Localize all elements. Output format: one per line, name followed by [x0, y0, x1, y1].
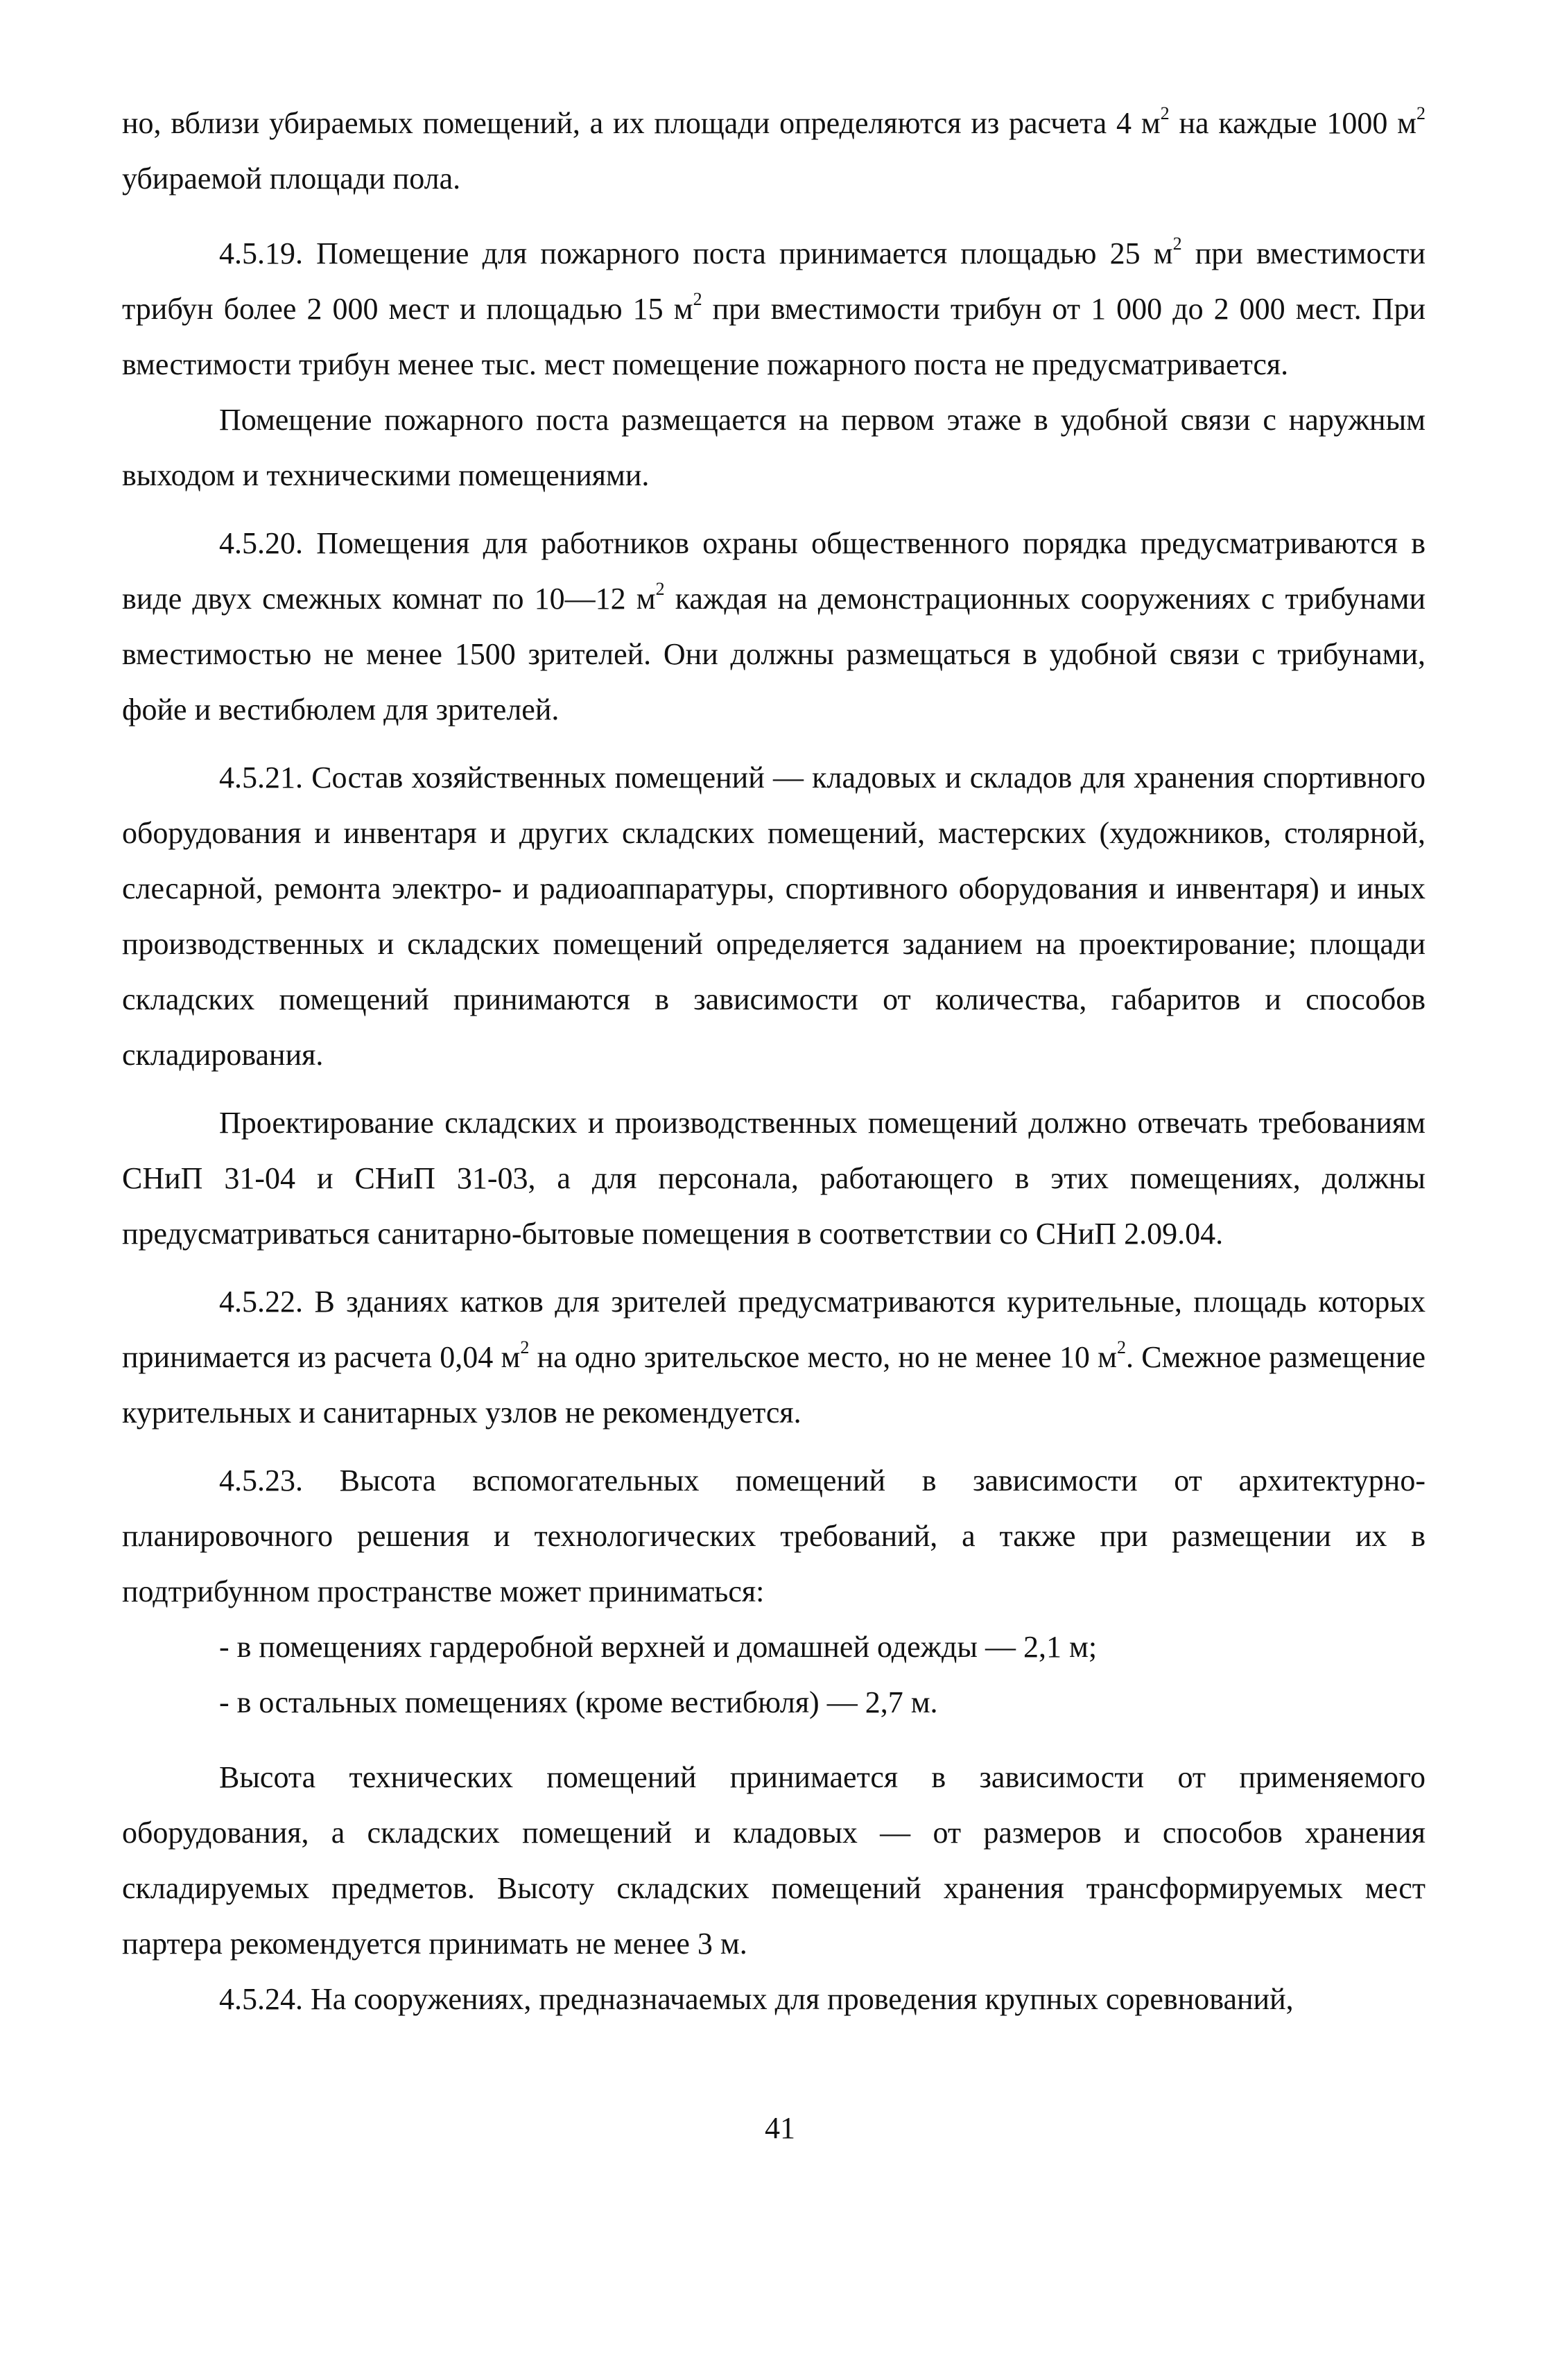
paragraph-4-5-20: [122, 516, 1425, 738]
list-item: - в остальных помещениях (кроме вестибюля) — 2,7 м.: [219, 1685, 938, 1719]
superscript: 2: [655, 579, 665, 599]
paragraph-4-5-23: 4.5.23. Высота вспомогательных помещений в зависимости от архитектурно-планировочного решения и технологических требований, а также при размещении их в подтрибунном пространстве может приниматься:: [122, 1463, 1425, 1608]
text-run: 4.5.22. В зданиях катков для зрителей предусматриваются курительные, площадь которых принимается из расчета 0,04 м: [122, 1285, 1425, 1374]
paragraph-continuation: [122, 96, 1425, 207]
text-run: 4.5.19. Помещение для пожарного поста принимается площадью 25 м: [219, 236, 1173, 270]
text-run: на каждые 1000 м: [1169, 106, 1416, 140]
text-run: на одно зрительское место, но не менее 10 м: [529, 1340, 1118, 1374]
superscript: 2: [693, 289, 702, 309]
superscript: 2: [1172, 234, 1182, 254]
paragraph-4-5-24: 4.5.24. На сооружениях, предназначаемых для проведения крупных соревнований,: [219, 1982, 1294, 2016]
page-number: 41: [765, 2111, 795, 2145]
text-run: при вместимости трибун от 1 000 до 2 000 мест. При вместимости трибун менее тыс. мест помещение пожарного поста не предусматривается.: [122, 292, 1426, 381]
text-run: при вместимости трибун более 2 000 мест и площадью 15 м: [122, 236, 1425, 326]
superscript: 2: [1160, 103, 1170, 123]
paragraph-technical-rooms-height: Высота технических помещений принимается в зависимости от применяемого оборудования, а складских помещений и кладовых — от размеров и способов хранения складируемых предметов. Высоту складских помещений хранения трансформируемых мест партера рекомендуется принимать не менее 3 м.: [122, 1760, 1425, 1961]
text-run: но, вблизи убираемых помещений, а их площади определяются из расчета 4 м: [122, 106, 1161, 140]
paragraph-4-5-22: [122, 1274, 1425, 1441]
text-run: 4.5.20. Помещения для работников охраны общественного порядка предусматриваются в виде двух смежных комнат по 10—12 м: [122, 526, 1425, 616]
text-run: убираемой площади пола.: [122, 162, 461, 196]
paragraph-fire-post-location: Помещение пожарного поста размещается на первом этаже в удобной связи с наружным выходом и техническими помещениями.: [122, 403, 1425, 492]
superscript: 2: [1416, 103, 1425, 123]
text-run: . Смежное размещение курительных и санитарных узлов не рекомендуется.: [122, 1340, 1425, 1430]
list-item: - в помещениях гардеробной верхней и домашней одежды — 2,1 м;: [219, 1630, 1098, 1664]
superscript: 2: [1117, 1337, 1127, 1357]
document-page: [122, 96, 1425, 2027]
paragraph-4-5-19: [122, 226, 1425, 392]
superscript: 2: [520, 1337, 530, 1357]
text-run: каждая на демонстрационных сооружениях с трибунами вместимостью не менее 1500 зрителей. Они должны размещаться в удобной связи с трибунами, фойе и вестибюлем для зрителей.: [122, 582, 1425, 727]
paragraph-4-5-21: 4.5.21. Состав хозяйственных помещений — кладовых и складов для хранения спортивного оборудования и инвентаря и других складских помещений, мастерских (художников, столярной, слесарной, ремонта электро- и радиоаппаратуры, спортивного оборудования и инвентаря) и иных производственных и складских помещений определяется заданием на проектирование; площади складских помещений принимаются в зависимости от количества, габаритов и способов складирования.: [122, 761, 1425, 1072]
paragraph-warehouse-design: Проектирование складских и производственных помещений должно отвечать требованиям СНиП 31-04 и СНиП 31-03, а для персонала, работающего в этих помещениях, должны предусматриваться санитарно-бытовые помещения в соответствии со СНиП 2.09.04.: [122, 1106, 1425, 1251]
